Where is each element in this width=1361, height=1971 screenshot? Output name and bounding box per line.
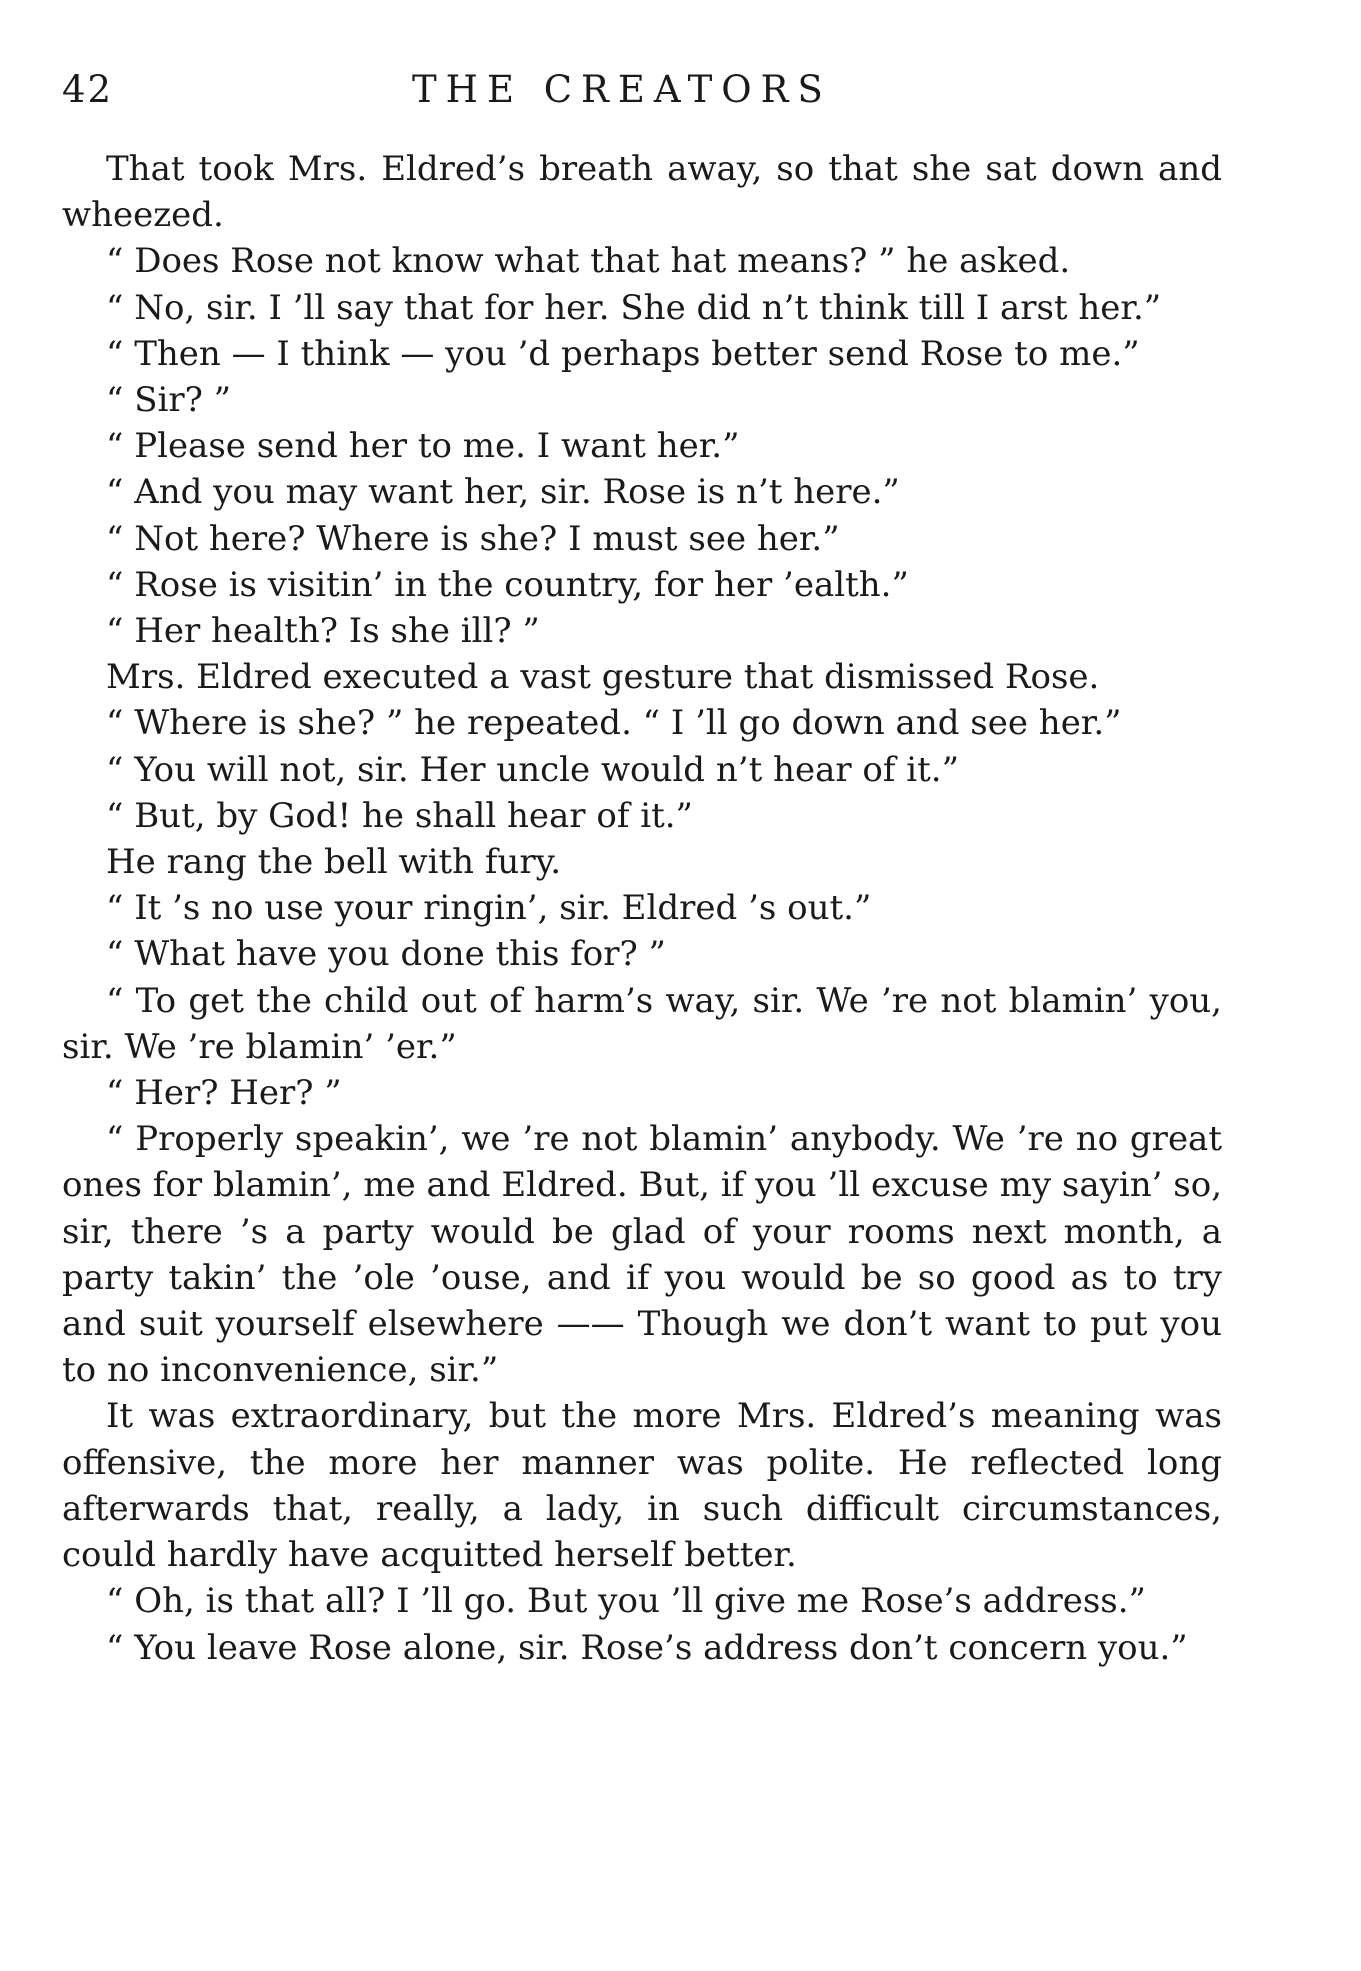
paragraph: Mrs. Eldred executed a vast gesture that dismissed Rose. xyxy=(106,657,1100,698)
page-header xyxy=(62,60,1222,120)
paragraph: He rang the bell with fury. xyxy=(106,842,562,883)
paragraph: “ And you may want her, sir. Rose is n’t here.” xyxy=(106,472,900,513)
paragraph: “ Not here? Where is she? I must see her.” xyxy=(106,518,840,559)
paragraph: “ Her? Her? ” xyxy=(106,1073,342,1114)
paragraph: That took Mrs. Eldred’s breath away, so that she sat down and wheezed. xyxy=(62,149,1222,236)
body-text xyxy=(62,146,1222,1671)
book-page xyxy=(62,60,1222,1671)
paragraph: “ Does Rose not know what that hat means? ” he asked. xyxy=(106,241,1071,282)
paragraph: “ Properly speakin’, we ’re not blamin’ anybody. We ’re no great ones for blamin’, me and Eldred. But, if you ’ll excuse my sayin’ so, sir, there ’s a party would be glad of your rooms next month, a party takin’ the ’ole ’ouse, and if you would be so good as to try and suit yourself elsewhere —— Though we don’t want to put you to no inconvenience, sir.” xyxy=(62,1119,1222,1391)
paragraph: “ Rose is visitin’ in the country, for her ’ealth.” xyxy=(106,564,909,605)
paragraph: “ It ’s no use your ringin’, sir. Eldred ’s out.” xyxy=(106,888,872,929)
paragraph: “ Where is she? ” he repeated. “ I ’ll go down and see her.” xyxy=(106,703,1122,744)
paragraph: It was extraordinary, but the more Mrs. Eldred’s meaning was offensive, the more her manner was polite. He reflected long afterwards that, really, a lady, in such difficult circumstances, could hardly have acquitted herself better. xyxy=(62,1396,1222,1576)
paragraph: “ You will not, sir. Her uncle would n’t hear of it.” xyxy=(106,749,959,790)
paragraph: “ Her health? Is she ill? ” xyxy=(106,611,540,652)
paragraph: “ What have you done this for? ” xyxy=(106,934,666,975)
paragraph: “ To get the child out of harm’s way, sir. We ’re not blamin’ you, sir. We ’re blamin’ ’er.” xyxy=(62,980,1222,1067)
paragraph: “ Then — I think — you ’d perhaps better send Rose to me.” xyxy=(106,333,1140,374)
paragraph: “ You leave Rose alone, sir. Rose’s address don’t concern you.” xyxy=(106,1627,1188,1668)
paragraph: “ But, by God! he shall hear of it.” xyxy=(106,795,693,836)
running-title: THE CREATORS xyxy=(412,68,832,111)
paragraph: “ Please send her to me. I want her.” xyxy=(106,426,740,467)
paragraph: “ No, sir. I ’ll say that for her. She did n’t think till I arst her.” xyxy=(106,287,1162,328)
paragraph: “ Sir? ” xyxy=(106,380,232,421)
paragraph: “ Oh, is that all? I ’ll go. But you ’ll give me Rose’s address.” xyxy=(106,1581,1146,1622)
page-number: 42 xyxy=(62,68,114,111)
